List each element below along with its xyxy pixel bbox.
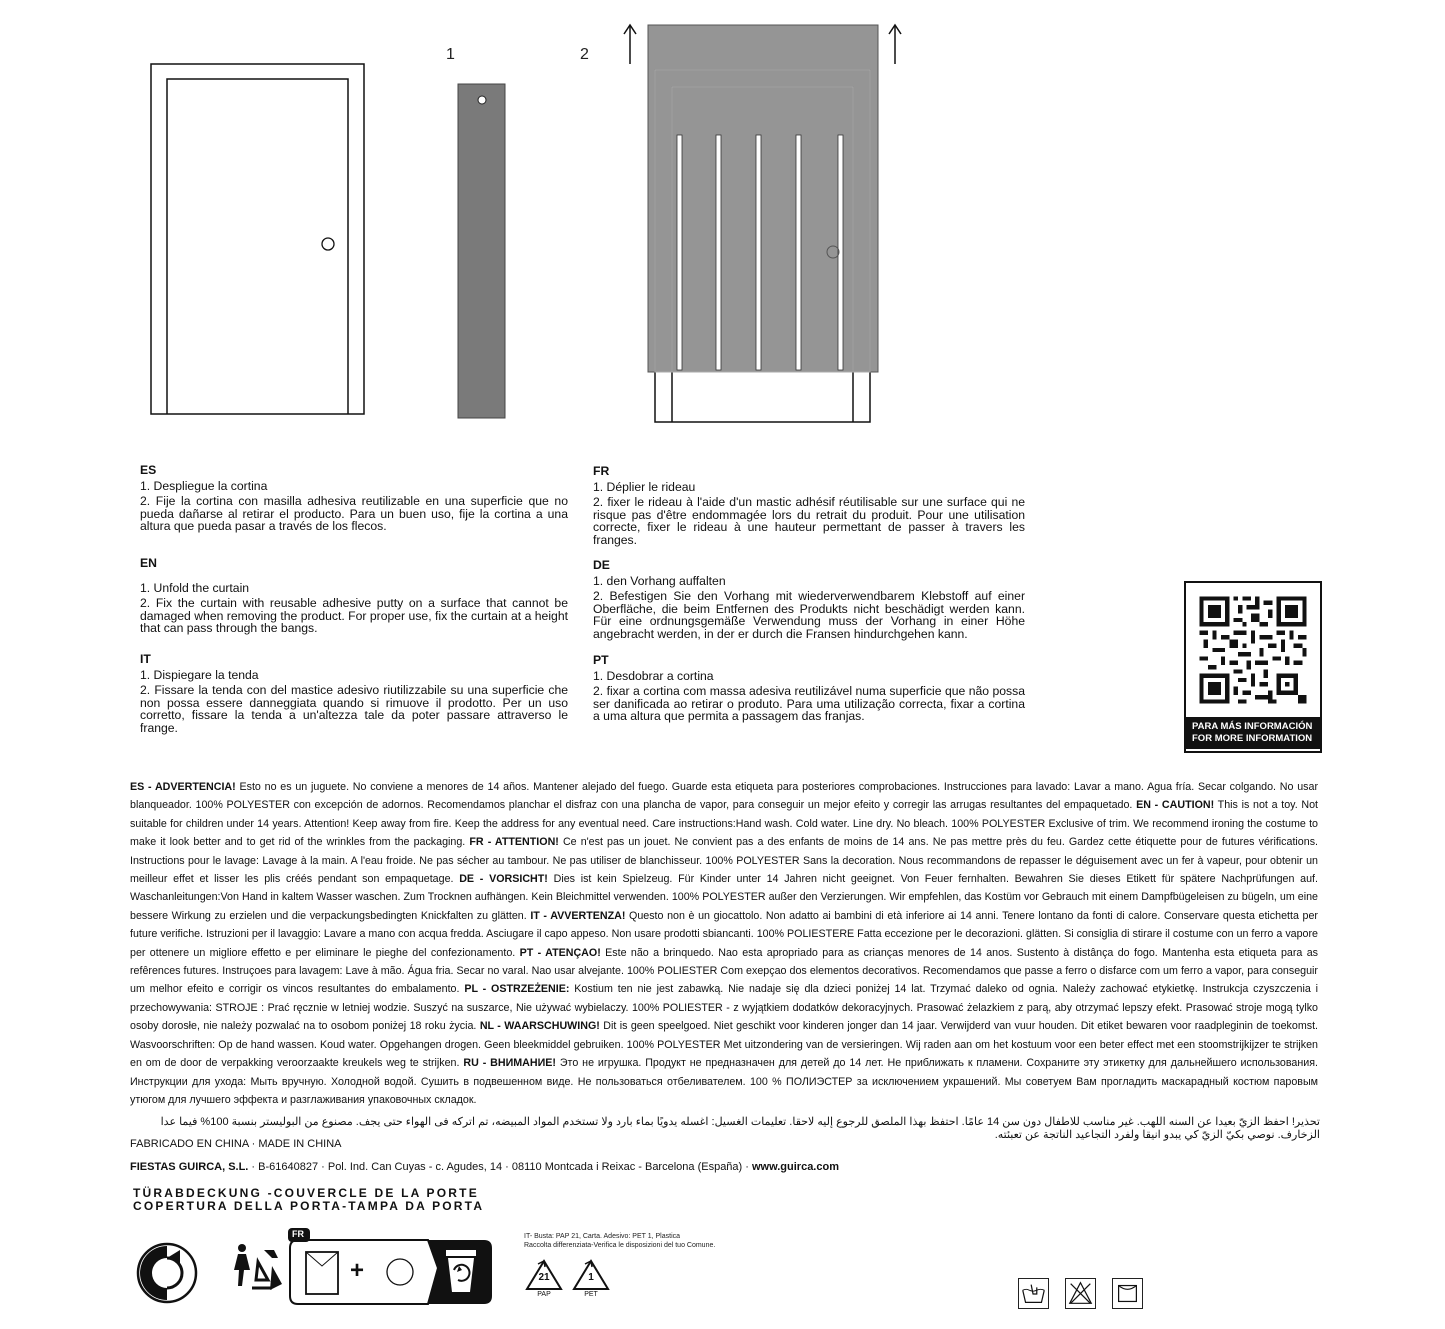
qr-label xyxy=(1186,717,1320,749)
language-tag: PT xyxy=(593,653,609,667)
instruction-es xyxy=(140,464,568,533)
pet-number: 1 xyxy=(588,1272,594,1283)
warning-head-en: EN - CAUTION! xyxy=(1136,799,1215,812)
language-tag: FR xyxy=(593,464,610,478)
instruction-line: 2. fixer le rideau à l'aide d'un mastic adhésif réutilisable sur une surface qui ne risque pas d'être endommagée lors du retrait du produit. Pour une utilisation correcte, fixer le rideau à une hauteur permettant de passer à travers les franges. xyxy=(593,495,1025,547)
warning-head-ru: RU - ВНИМАНИЕ! xyxy=(463,1057,556,1070)
warning-head-pl: PL - OSTRZEŻENIE: xyxy=(464,983,570,996)
company-details: · B-61640827 · Pol. Ind. Can Cuyas - c. Agudes, 14 · 08110 Montcada i Reixac - Barcelona (España) · xyxy=(248,1161,752,1173)
door-illustration xyxy=(150,62,366,416)
warning-head-nl: NL - WAARSCHUWING! xyxy=(479,1020,600,1033)
warning-text-es: Esto no es un juguete. No conviene a menores de 14 años. Mantener alejado del fuego. Guarde esta etiqueta para posteriores comprobaciones. Instrucciones para lavado: Lavar a mano. Agua fría. Secar colgando. No usar blanqueador. 100% POLYESTER con excepción de adornos. Recomendamos planchar el disfraz con una plancha de vapor, para conseguir un mejor efeito y corregir las arrugas resultantes del empaquetado. xyxy=(130,781,1319,812)
instruction-line: 1. Desdobrar a cortina xyxy=(593,668,714,683)
no-bleach-icon xyxy=(1065,1278,1096,1309)
language-tag: EN xyxy=(140,556,157,570)
product-title xyxy=(133,1187,484,1213)
pap-label: PAP xyxy=(537,1291,551,1298)
instruction-fr xyxy=(593,465,1025,546)
warning-text-it: Questo non è un giocattolo. Non adatto ai bambini di età inferiore ai 14 anni. Tenere lontano da fonti di calore. Conservare questa etichetta per future verifiche. Istruzioni per il lavaggio: Lavare a mano con acqua fredda. Asciugare il capo appeso. Non usare prodotti sbiancanti. 100% POLIESTERE Fatta eccezione per le decorazioni. glätten. Si consiglia di stirare il costume con un ferro a vapore per ottenere un migliore effetto e per eliminare le pieghe del confezionamento. xyxy=(130,909,1318,959)
product-title-line: COPERTURA DELLA PORTA-TAMPA DA PORTA xyxy=(133,1199,485,1213)
curtain-strip-illustration xyxy=(457,83,507,420)
instruction-pt xyxy=(593,654,1025,723)
language-tag: IT xyxy=(140,652,151,666)
warning-paragraph xyxy=(130,778,1318,1109)
pet-label: PET xyxy=(584,1291,598,1298)
warning-text-ru: Это не игрушка. Продукт не предназначен для детей до 14 лет. Не приближать к пламени. Сохраните эту этикетку для дальнейшего использования. Инструкции для ухода: Мыть вручную. Холодной водой. Сушить в подвешенном виде. Не пользоваться отбеливателем. 100 % ПОЛИЭСТЕР за исключением украшений. Мы советуем Вам прогладить маскарадный костюм паровым утюгом для лучшего эффекта и разглаживания упаковочных складок. xyxy=(130,1057,1319,1106)
warning-head-pt: PT - ATENÇAO! xyxy=(519,946,601,959)
warning-text-de: Dies ist kein Spielzeug. Für Kinder unter 14 Jahren nicht geeignet. Von Feuer fernhalten. Bewahren Sie dieses Etikett für spätere Nachprüfungen auf. Waschanleitungen:Von Hand in kaltem Wasser waschen. Zum Trocknen aufhängen. Kein Bleichmittel verwenden. 100% POLYESTER außer den Verzierungen. Wir empfehlen, das Kostüm vor Gebrauch mit einem Dampfbügeleisen zu bügeln, um eine bessere Wirkung zu erzielen und die verpackungsbedingten Knickfalten zu glätten. xyxy=(130,873,1318,922)
hand-wash-icon xyxy=(1018,1278,1049,1309)
instruction-line: 2. Fix the curtain with reusable adhesive putty on a surface that cannot be damaged when removing the product. For proper use, fix the curtain at a height that can pass through the bangs. xyxy=(140,596,568,635)
company-name: FIESTAS GUIRCA, S.L. xyxy=(130,1161,249,1173)
warning-text-pl: Kostium ten nie jest zabawką. Nie nadaje się dla dzieci poniżej 14 lat. Trzymać daleko od ognia. Należy zachować etykietkę. Instrukcja czyszczenia i przechowywania: STROJE : Prać ręcznie w letniej wodzie. Suszyć na suszarce, Nie używać wybielaczy. 100% POLIESTER - z wyjątkiem dodatków dekoracyjnych. Prasować żelazkiem z parą, aby otrzymać lepszy efekt. Prasować stroje mogą tylko osoby dorosłe, nie należy pozwalać na to osobom poniżej 18 roku życia. xyxy=(130,983,1318,1033)
pap-recycle-symbol xyxy=(524,1258,564,1302)
svg-text:+: + xyxy=(350,1257,365,1284)
instruction-line: 1. Unfold the curtain xyxy=(140,580,250,595)
instruction-line: 2. fixar a cortina com massa adesiva reutilizável numa superficie que não possa ser danificada ao retirar o produto. Para uma utilização correcta, fixar a cortina a uma altura que permita a passagem das franjas. xyxy=(593,684,1025,723)
company-info xyxy=(130,1161,839,1173)
company-website[interactable]: www.guirca.com xyxy=(751,1161,839,1173)
product-title-line: TÜRABDECKUNG -COUVERCLE DE LA PORTE xyxy=(133,1186,479,1200)
step-number-1: 1 xyxy=(446,46,455,63)
qr-label-line: PARA MÁS INFORMACIÓN xyxy=(1192,721,1313,732)
language-tag: ES xyxy=(140,463,157,477)
warning-text-fr: Ce n'est pas un jouet. Ne convient pas a des enfants de moins de 14 ans. Ne pas mettre près du feu. Gardez cette étiquette pour de futures vérifications. Instructions pour le lavage: Lavage à la main. A l'eau froide. Ne pas sécher au tambour. Ne pas utiliser de blanchisseur. 100% POLYESTER Sans la decoration. Nous recommandons de repasser le déguisement avec un fer à vapeur, pour obtenir un meilleur effet et lisser les plis créés pendant son empaquetage. xyxy=(130,836,1319,886)
warning-text-nl: Dit is geen speelgoed. Niet geschikt voor kinderen jonger dan 14 jaar. Verwijderd van vuur houden. Dit etiket bewaren voor raadpleginin de toekomst. Wasvoorschriften: Op de hand wassen. Koud water. Opgehangen drogen. Geen bleekmiddel gebruiken. 100% POLYESTER Met uitzondering van de versieringen. Wij raden aan om het kostuum voor een beter effect met een stoomstrijkijzer te strijken en om de door de verpakking veroorzaakte kreukels weg te strijken. xyxy=(130,1020,1319,1070)
language-tag: DE xyxy=(593,558,610,572)
recycling-note-line: Raccolta differenziata-Verifica le disposizioni del tuo Comune. xyxy=(524,1242,716,1249)
recycling-note xyxy=(524,1232,715,1250)
instruction-line: 2. Befestigen Sie den Vorhang mit wiederverwendbarem Klebstoff auf einer Oberfläche, die beim Entfernen des Produkts nicht beschädigt werden kann. Für eine ordnungsgemäße Verwendung muss der Vorhang in einer Höhe angebracht werden, in der er durch die Fransen hindurchgehen kann. xyxy=(593,589,1025,641)
warning-head-fr: FR - ATTENTION! xyxy=(469,836,559,849)
warning-text-pt: Este não a brinquedo. Nao esta apropriado para as crianças menores de 14 anos. Sustento à distânça do fogo. Mantenha esta etiqueta para as refêrences futures. Instruçoes para lavagem: Lave à mão. Água fria. Secar no varal. Nao usar alvejante. 100% POLIESTER Com exepçao dos elementos decorativos. Recomendamos que passe a ferro o disfarce com um ferro a vapor, para conseguir um melhor efeito e corrigir os vincos resultantes do embalamento. xyxy=(130,946,1318,996)
instruction-it xyxy=(140,653,568,734)
arrow-up-icon xyxy=(624,25,636,64)
pap-number: 21 xyxy=(538,1272,550,1283)
arrow-up-icon xyxy=(889,25,901,64)
warning-head-es: ES - ADVERTENCIA! xyxy=(130,781,236,793)
pet-recycle-symbol xyxy=(571,1258,611,1302)
instruction-line: 2. Fissare la tenda con del mastice adesivo riutilizzabile su una superficie che non possa essere danneggiata quando si rimuove il prodotto. Per un uso corretto, fissare la tenda a un'altezza tale da poter passare attraverso le frange. xyxy=(140,683,568,735)
line-dry-icon xyxy=(1112,1278,1143,1309)
tidyman-recycle-icon xyxy=(228,1240,288,1300)
instruction-line: 1. Dispiegare la tenda xyxy=(140,667,259,682)
qr-code-icon[interactable] xyxy=(1186,583,1320,717)
warning-head-it: IT - AVVERTENZA! xyxy=(530,909,626,922)
instruction-en xyxy=(140,557,568,635)
instruction-line: 1. Déplier le rideau xyxy=(593,479,696,494)
sorting-guide-box xyxy=(288,1228,494,1306)
qr-label-line: FOR MORE INFORMATION xyxy=(1192,733,1313,744)
arabic-warning: تحذير! احفظ الزيّ بعيدا عن السنه اللهب. غير مناسب للاطفال دون سن 14 عامًا. احتفظ بهذا الملصق للرجوع إليه لاحقا. تعليمات الغسيل: اغسله يدويًا بماء بارد ولا تستخدم المواد المبيضه، تم اتركه فى الهواء حتى يجف. مصنوع من البوليستر بنسبة 100% فيما عدا الزخارف. نوصي بكيّ الزيّ كي يبدو انيقا ولفرد التجاعيد الناتجة عن تعبئته. xyxy=(160,1116,1320,1141)
warning-text-en: This is not a toy. Not suitable for children under 14 years. Attention! Keep away from fire. Keep the address for any eventual need. Care instructions:Hand wash. Cold water. Line dry. No bleach. 100% POLYESTER Exclusive of trim. We recommend ironing the costume to make it look better and to get rid of the wrinkles from the packaging. xyxy=(130,799,1318,849)
recycling-note-line: IT- Busta: PAP 21, Carta. Adesivo: PET 1, Plastica xyxy=(524,1233,681,1240)
qr-code-box[interactable] xyxy=(1184,581,1322,753)
step-number-2: 2 xyxy=(580,46,589,63)
warning-head-de: DE - VORSICHT! xyxy=(459,873,548,886)
origin-text: FABRICADO EN CHINA · MADE IN CHINA xyxy=(130,1138,342,1150)
instruction-de xyxy=(593,559,1025,640)
recycle-country-tag: FR xyxy=(292,1229,304,1239)
instruction-line: 2. Fije la cortina con masilla adhesiva reutilizable en una superficie que no pueda dañarse al retirar el producto. Para un buen uso, fije la cortina a una altura que pueda pasar a través de los flecos. xyxy=(140,494,568,533)
instruction-line: 1. den Vorhang auffalten xyxy=(593,573,726,588)
instruction-line: 1. Despliegue la cortina xyxy=(140,478,268,493)
door-with-curtain-illustration xyxy=(620,20,910,425)
green-dot-icon xyxy=(136,1242,198,1304)
